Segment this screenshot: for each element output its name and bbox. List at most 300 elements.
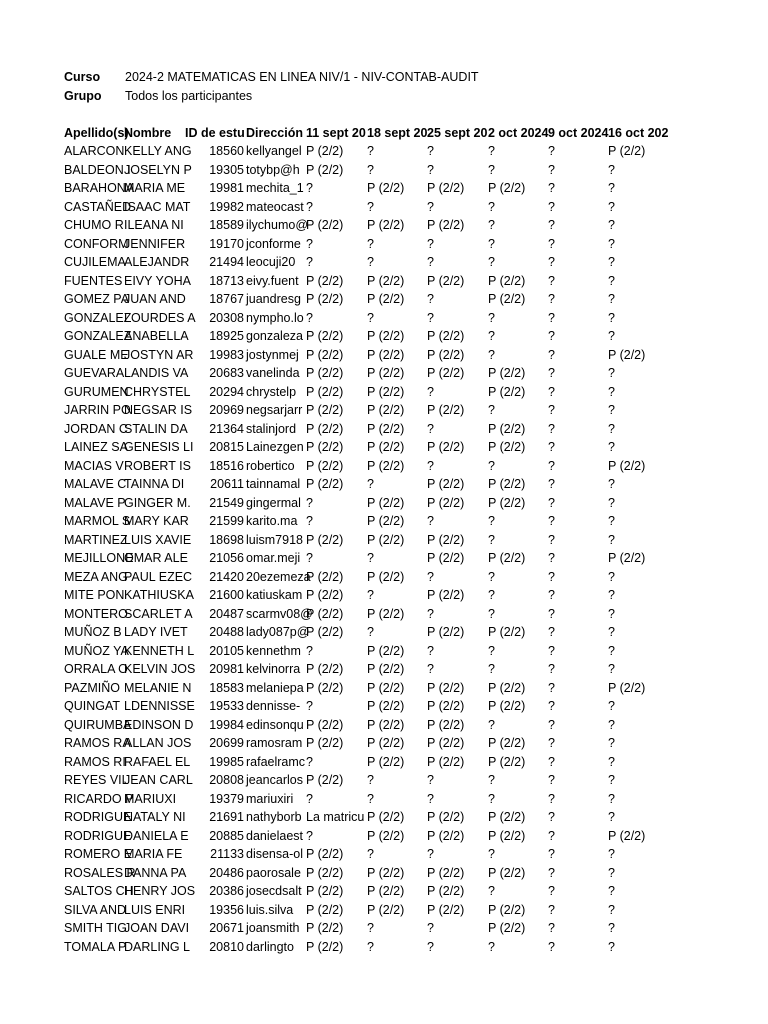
cell-session-3: ? bbox=[427, 310, 434, 325]
table-row bbox=[0, 235, 768, 254]
cell-session-3: P (2/2) bbox=[427, 680, 465, 695]
column-header-session-2: 18 sept 20 bbox=[367, 126, 428, 140]
cell-session-5: ? bbox=[548, 643, 555, 658]
table-row bbox=[0, 142, 768, 161]
table-row bbox=[0, 383, 768, 402]
cell-email: Lainezgen bbox=[246, 440, 304, 454]
cell-session-3: ? bbox=[427, 773, 434, 787]
table-row bbox=[0, 771, 768, 790]
cell-session-3: ? bbox=[427, 255, 434, 269]
cell-session-3: P (2/2) bbox=[427, 495, 465, 510]
cell-email: mariuxiri bbox=[246, 791, 294, 806]
cell-first-name: KELLY ANG bbox=[124, 144, 192, 158]
cell-surname: MONTERO bbox=[64, 606, 128, 621]
cell-session-6: ? bbox=[608, 329, 615, 343]
cell-session-2: ? bbox=[367, 921, 374, 935]
cell-email: 20ezemeza bbox=[246, 569, 311, 584]
cell-session-5: ? bbox=[548, 477, 555, 491]
cell-session-1: ? bbox=[306, 495, 313, 510]
table-row bbox=[0, 494, 768, 513]
table-row bbox=[0, 420, 768, 439]
cell-session-6: ? bbox=[608, 273, 615, 288]
table-row bbox=[0, 327, 768, 346]
cell-session-3: P (2/2) bbox=[427, 828, 465, 843]
cell-session-6: ? bbox=[608, 218, 615, 232]
cell-session-1: P (2/2) bbox=[306, 680, 344, 695]
cell-first-name: ISAAC MAT bbox=[124, 199, 191, 214]
cell-surname: GOMEZ PA bbox=[64, 292, 130, 306]
cell-session-4: P (2/2) bbox=[488, 384, 526, 399]
cell-email: nympho.lo bbox=[246, 310, 304, 325]
column-header-first-name: Nombre bbox=[124, 126, 172, 140]
cell-first-name: EIVY YOHA bbox=[124, 273, 191, 288]
cell-session-2: ? bbox=[367, 847, 374, 861]
cell-session-3: P (2/2) bbox=[427, 440, 465, 454]
cell-surname: GUALE ME bbox=[64, 347, 129, 362]
table-row bbox=[0, 623, 768, 642]
cell-session-5: ? bbox=[548, 144, 555, 158]
cell-student-id: 20683 bbox=[209, 366, 244, 380]
cell-session-6: ? bbox=[608, 884, 615, 898]
course-value: 2024-2 MATEMATICAS EN LINEA NIV/1 - NIV-CONTAB-AUDIT bbox=[125, 70, 479, 84]
cell-session-6: ? bbox=[608, 699, 615, 713]
cell-email: tainnamal bbox=[246, 477, 301, 491]
cell-session-3: P (2/2) bbox=[427, 347, 465, 362]
cell-email: jostynmej bbox=[246, 347, 299, 362]
cell-session-3: P (2/2) bbox=[427, 181, 465, 195]
cell-surname: GUEVARA bbox=[64, 366, 125, 380]
cell-surname: TOMALA P bbox=[64, 939, 127, 954]
table-row bbox=[0, 364, 768, 383]
cell-session-4: ? bbox=[488, 773, 495, 787]
cell-session-6: ? bbox=[608, 384, 615, 399]
cell-session-2: P (2/2) bbox=[367, 754, 405, 769]
cell-student-id: 19981 bbox=[209, 181, 244, 195]
column-header-session-4: 2 oct 2024 bbox=[488, 126, 549, 140]
cell-email: juandresg bbox=[246, 292, 301, 306]
cell-first-name: JENNIFER bbox=[124, 236, 186, 251]
cell-session-4: ? bbox=[488, 606, 495, 621]
cell-student-id: 19379 bbox=[209, 791, 244, 806]
cell-email: lady087p@ bbox=[246, 625, 310, 639]
cell-session-3: ? bbox=[427, 458, 434, 473]
cell-first-name: LDENNISSE bbox=[124, 699, 195, 713]
cell-email: kellyangel bbox=[246, 144, 302, 158]
cell-session-2: ? bbox=[367, 625, 374, 639]
cell-student-id: 20885 bbox=[209, 828, 244, 843]
cell-student-id: 21133 bbox=[210, 847, 244, 861]
table-row bbox=[0, 272, 768, 291]
cell-student-id: 20810 bbox=[209, 939, 244, 954]
cell-session-2: P (2/2) bbox=[367, 218, 405, 232]
cell-email: chrystelp bbox=[246, 384, 297, 399]
cell-session-1: P (2/2) bbox=[306, 717, 344, 732]
cell-session-1: P (2/2) bbox=[306, 347, 344, 362]
cell-surname: MARMOL S bbox=[64, 514, 131, 528]
table-row bbox=[0, 790, 768, 809]
cell-session-2: P (2/2) bbox=[367, 662, 405, 676]
cell-session-2: P (2/2) bbox=[367, 514, 405, 528]
cell-student-id: 20671 bbox=[209, 921, 244, 935]
cell-session-5: ? bbox=[548, 236, 555, 251]
column-header-student-id: ID de estu bbox=[185, 126, 245, 140]
cell-session-4: P (2/2) bbox=[488, 273, 526, 288]
cell-session-5: ? bbox=[548, 847, 555, 861]
cell-session-3: ? bbox=[427, 662, 434, 676]
cell-session-3: P (2/2) bbox=[427, 273, 465, 288]
cell-first-name: KELVIN JOS bbox=[124, 662, 196, 676]
cell-session-4: P (2/2) bbox=[488, 551, 526, 565]
cell-surname: RAMOS RA bbox=[64, 736, 131, 750]
cell-surname: LAINEZ SA bbox=[64, 440, 128, 454]
cell-session-1: P (2/2) bbox=[306, 144, 344, 158]
cell-surname: QUIRUMBA bbox=[64, 717, 132, 732]
cell-session-2: P (2/2) bbox=[367, 736, 405, 750]
column-header-surname: Apellido(s) bbox=[64, 126, 129, 140]
cell-surname: ORRALA O bbox=[64, 662, 128, 676]
group-row bbox=[0, 89, 768, 107]
cell-session-5: ? bbox=[548, 366, 555, 380]
cell-session-3: ? bbox=[427, 606, 434, 621]
cell-first-name: LADY IVET bbox=[124, 625, 188, 639]
cell-session-1: ? bbox=[306, 791, 313, 806]
cell-session-6: ? bbox=[608, 717, 615, 732]
cell-student-id: 20487 bbox=[209, 606, 244, 621]
cell-session-6: ? bbox=[608, 569, 615, 584]
cell-session-2: ? bbox=[367, 939, 374, 954]
cell-session-4: P (2/2) bbox=[488, 477, 526, 491]
cell-session-5: ? bbox=[548, 865, 555, 880]
cell-session-4: P (2/2) bbox=[488, 736, 526, 750]
table-row bbox=[0, 734, 768, 753]
cell-session-2: P (2/2) bbox=[367, 181, 405, 195]
cell-session-2: ? bbox=[367, 588, 374, 602]
cell-email: jconforme bbox=[246, 236, 301, 251]
cell-email: nathyborb bbox=[246, 810, 302, 824]
cell-session-2: ? bbox=[367, 551, 374, 565]
cell-session-1: P (2/2) bbox=[306, 736, 344, 750]
cell-session-3: ? bbox=[427, 199, 434, 214]
cell-session-1: P (2/2) bbox=[306, 939, 344, 954]
cell-session-6: ? bbox=[608, 754, 615, 769]
cell-session-5: ? bbox=[548, 384, 555, 399]
cell-session-1: P (2/2) bbox=[306, 218, 344, 232]
cell-session-3: ? bbox=[427, 847, 434, 861]
course-label: Curso bbox=[64, 70, 101, 84]
table-row bbox=[0, 882, 768, 901]
cell-email: negsarjarr bbox=[246, 403, 303, 417]
cell-session-6: ? bbox=[608, 236, 615, 251]
cell-session-5: ? bbox=[548, 662, 555, 676]
cell-student-id: 20105 bbox=[209, 643, 244, 658]
cell-session-4: P (2/2) bbox=[488, 625, 526, 639]
cell-surname: SMITH TIG bbox=[64, 921, 127, 935]
cell-session-3: ? bbox=[427, 939, 434, 954]
cell-session-6: ? bbox=[608, 791, 615, 806]
table-row bbox=[0, 253, 768, 272]
cell-session-2: ? bbox=[367, 255, 374, 269]
cell-student-id: 20808 bbox=[209, 773, 244, 787]
cell-session-3: P (2/2) bbox=[427, 865, 465, 880]
cell-session-2: P (2/2) bbox=[367, 680, 405, 695]
cell-student-id: 21599 bbox=[209, 514, 244, 528]
cell-email: leocuji20 bbox=[246, 255, 296, 269]
cell-first-name: MARIA FE bbox=[124, 847, 183, 861]
cell-student-id: 19533 bbox=[209, 699, 244, 713]
cell-session-3: ? bbox=[427, 144, 434, 158]
cell-session-1: ? bbox=[306, 199, 313, 214]
cell-surname: GONZALEZ bbox=[64, 310, 132, 325]
cell-surname: RICARDO P bbox=[64, 791, 134, 806]
cell-session-3: P (2/2) bbox=[427, 884, 465, 898]
cell-session-1: P (2/2) bbox=[306, 384, 344, 399]
cell-session-3: ? bbox=[427, 162, 434, 177]
cell-email: luism7918 bbox=[246, 532, 303, 547]
cell-first-name: JOSELYN P bbox=[124, 162, 192, 177]
cell-session-4: P (2/2) bbox=[488, 754, 526, 769]
cell-session-5: ? bbox=[548, 588, 555, 602]
cell-student-id: 21056 bbox=[209, 551, 244, 565]
cell-surname: MARTINEZ bbox=[64, 532, 128, 547]
table-row bbox=[0, 216, 768, 235]
cell-student-id: 21600 bbox=[209, 588, 244, 602]
cell-session-4: ? bbox=[488, 236, 495, 251]
cell-student-id: 18713 bbox=[209, 273, 244, 288]
cell-session-6: ? bbox=[608, 606, 615, 621]
cell-session-5: ? bbox=[548, 921, 555, 935]
cell-session-4: ? bbox=[488, 329, 495, 343]
cell-surname: MALAVE P bbox=[64, 495, 126, 510]
cell-session-5: ? bbox=[548, 162, 555, 177]
cell-surname: REYES VIL bbox=[64, 773, 129, 787]
cell-first-name: DANNA PA bbox=[124, 865, 187, 880]
cell-first-name: GINGER M. bbox=[124, 495, 191, 510]
cell-session-3: P (2/2) bbox=[427, 754, 465, 769]
table-row bbox=[0, 309, 768, 328]
cell-session-5: ? bbox=[548, 329, 555, 343]
cell-email: ramosram bbox=[246, 736, 303, 750]
cell-session-4: ? bbox=[488, 717, 495, 732]
cell-session-2: ? bbox=[367, 791, 374, 806]
cell-session-4: ? bbox=[488, 588, 495, 602]
cell-surname: MEZA ANG bbox=[64, 569, 128, 584]
cell-email: mechita_1 bbox=[246, 181, 304, 195]
course-row bbox=[0, 70, 768, 88]
cell-email: omar.meji bbox=[246, 551, 301, 565]
cell-session-1: ? bbox=[306, 514, 313, 528]
table-row bbox=[0, 642, 768, 661]
cell-first-name: MARIUXI bbox=[124, 791, 177, 806]
cell-session-4: ? bbox=[488, 347, 495, 362]
cell-first-name: JEAN CARL bbox=[124, 773, 193, 787]
cell-session-1: P (2/2) bbox=[306, 625, 344, 639]
cell-surname: BARAHONA bbox=[64, 181, 135, 195]
cell-student-id: 20486 bbox=[209, 865, 244, 880]
cell-session-1: P (2/2) bbox=[306, 847, 344, 861]
cell-session-6: ? bbox=[608, 162, 615, 177]
cell-session-6: ? bbox=[608, 773, 615, 787]
cell-session-3: ? bbox=[427, 292, 434, 306]
cell-session-5: ? bbox=[548, 199, 555, 214]
table-row bbox=[0, 679, 768, 698]
cell-session-3: P (2/2) bbox=[427, 551, 465, 565]
table-row bbox=[0, 864, 768, 883]
cell-session-5: ? bbox=[548, 532, 555, 547]
cell-email: kennethm bbox=[246, 643, 301, 658]
cell-first-name: NEGSAR IS bbox=[124, 403, 193, 417]
cell-session-4: ? bbox=[488, 569, 495, 584]
cell-session-6: ? bbox=[608, 736, 615, 750]
cell-session-2: ? bbox=[367, 236, 374, 251]
table-row bbox=[0, 938, 768, 957]
cell-surname: CUJILEMA bbox=[64, 255, 126, 269]
cell-session-5: ? bbox=[548, 495, 555, 510]
table-row bbox=[0, 568, 768, 587]
cell-first-name: GENESIS LI bbox=[124, 440, 194, 454]
cell-student-id: 21420 bbox=[209, 569, 244, 584]
cell-session-1: ? bbox=[306, 828, 313, 843]
cell-session-3: ? bbox=[427, 921, 434, 935]
cell-email: katiuskam bbox=[246, 588, 303, 602]
cell-session-2: P (2/2) bbox=[367, 532, 405, 547]
cell-first-name: ALEJANDR bbox=[124, 255, 190, 269]
column-header-session-1: 11 sept 20 bbox=[306, 126, 366, 140]
cell-session-3: P (2/2) bbox=[427, 218, 465, 232]
cell-session-3: P (2/2) bbox=[427, 477, 465, 491]
cell-student-id: 18589 bbox=[209, 218, 244, 232]
cell-surname: MACIAS V bbox=[64, 458, 124, 473]
cell-email: josecdsalt bbox=[246, 884, 302, 898]
column-header-email: Dirección bbox=[246, 126, 303, 140]
cell-first-name: LUIS XAVIE bbox=[124, 532, 192, 547]
cell-session-5: ? bbox=[548, 569, 555, 584]
cell-session-3: P (2/2) bbox=[427, 699, 465, 713]
cell-student-id: 21691 bbox=[209, 810, 244, 824]
cell-student-id: 20969 bbox=[209, 403, 244, 417]
cell-session-6: ? bbox=[608, 810, 615, 824]
cell-session-2: P (2/2) bbox=[367, 366, 405, 380]
cell-student-id: 19305 bbox=[209, 162, 244, 177]
cell-session-6: ? bbox=[608, 865, 615, 880]
cell-session-5: ? bbox=[548, 273, 555, 288]
cell-student-id: 20308 bbox=[209, 310, 244, 325]
cell-session-1: P (2/2) bbox=[306, 458, 344, 473]
cell-session-2: ? bbox=[367, 773, 374, 787]
cell-first-name: KENNETH L bbox=[124, 643, 195, 658]
cell-student-id: 20488 bbox=[209, 625, 244, 639]
cell-first-name: LOURDES A bbox=[124, 310, 196, 325]
cell-session-1: P (2/2) bbox=[306, 606, 344, 621]
cell-session-1: P (2/2) bbox=[306, 440, 344, 454]
cell-session-1: P (2/2) bbox=[306, 865, 344, 880]
cell-surname: ALARCON bbox=[64, 144, 125, 158]
cell-session-2: P (2/2) bbox=[367, 384, 405, 399]
cell-session-4: ? bbox=[488, 847, 495, 861]
cell-session-4: ? bbox=[488, 939, 495, 954]
cell-session-1: P (2/2) bbox=[306, 902, 344, 917]
cell-session-5: ? bbox=[548, 736, 555, 750]
cell-student-id: 19170 bbox=[209, 236, 244, 251]
cell-email: luis.silva bbox=[246, 902, 294, 917]
cell-session-1: P (2/2) bbox=[306, 403, 344, 417]
cell-student-id: 18583 bbox=[209, 680, 244, 695]
column-header-session-3: 25 sept 20 bbox=[427, 126, 488, 140]
cell-session-1: ? bbox=[306, 754, 313, 769]
cell-session-4: ? bbox=[488, 458, 495, 473]
table-row bbox=[0, 549, 768, 568]
cell-session-6: ? bbox=[608, 921, 615, 935]
cell-session-3: ? bbox=[427, 236, 434, 251]
cell-email: paorosale bbox=[246, 865, 301, 880]
cell-surname: GURUMEN bbox=[64, 384, 129, 399]
cell-session-4: P (2/2) bbox=[488, 699, 526, 713]
table-row bbox=[0, 457, 768, 476]
cell-session-5: ? bbox=[548, 181, 555, 195]
cell-session-5: ? bbox=[548, 939, 555, 954]
cell-session-2: P (2/2) bbox=[367, 403, 405, 417]
cell-surname: MUÑOZ YA bbox=[64, 643, 129, 658]
cell-session-1: P (2/2) bbox=[306, 921, 344, 935]
cell-first-name: JOAN DAVI bbox=[124, 921, 190, 935]
cell-surname: GONZALEZ bbox=[64, 329, 132, 343]
cell-session-4: P (2/2) bbox=[488, 421, 526, 436]
cell-session-5: ? bbox=[548, 551, 555, 565]
cell-session-6: P (2/2) bbox=[608, 680, 646, 695]
cell-first-name: ROBERT IS bbox=[124, 458, 191, 473]
table-row bbox=[0, 697, 768, 716]
cell-session-1: P (2/2) bbox=[306, 292, 344, 306]
cell-session-1: P (2/2) bbox=[306, 773, 344, 787]
cell-student-id: 19984 bbox=[209, 717, 244, 732]
cell-session-1: P (2/2) bbox=[306, 532, 344, 547]
cell-student-id: 18767 bbox=[209, 292, 244, 306]
table-row bbox=[0, 901, 768, 920]
cell-session-3: P (2/2) bbox=[427, 625, 465, 639]
cell-session-5: ? bbox=[548, 810, 555, 824]
cell-surname: RODRIGUE bbox=[64, 828, 132, 843]
cell-session-6: ? bbox=[608, 662, 615, 676]
cell-session-4: P (2/2) bbox=[488, 440, 526, 454]
cell-student-id: 21494 bbox=[209, 255, 244, 269]
cell-session-6: P (2/2) bbox=[608, 347, 646, 362]
cell-session-3: P (2/2) bbox=[427, 717, 465, 732]
cell-session-4: ? bbox=[488, 218, 495, 232]
cell-session-2: ? bbox=[367, 144, 374, 158]
cell-email: darlingto bbox=[246, 939, 294, 954]
cell-email: ilychumo@ bbox=[246, 218, 309, 232]
cell-surname: MITE PON bbox=[64, 588, 125, 602]
cell-session-5: ? bbox=[548, 440, 555, 454]
cell-session-5: ? bbox=[548, 310, 555, 325]
cell-session-4: P (2/2) bbox=[488, 495, 526, 510]
cell-session-3: ? bbox=[427, 514, 434, 528]
cell-student-id: 20815 bbox=[209, 440, 244, 454]
column-header-session-6: 16 oct 202 bbox=[608, 126, 669, 140]
cell-session-6: P (2/2) bbox=[608, 551, 646, 565]
cell-surname: CONFORM bbox=[64, 236, 129, 251]
cell-session-6: ? bbox=[608, 643, 615, 658]
cell-session-5: ? bbox=[548, 717, 555, 732]
cell-session-1: ? bbox=[306, 255, 313, 269]
cell-session-6: ? bbox=[608, 181, 615, 195]
cell-session-3: ? bbox=[427, 384, 434, 399]
table-row bbox=[0, 512, 768, 531]
cell-first-name: MARY KAR bbox=[124, 514, 189, 528]
cell-first-name: NATALY NI bbox=[124, 810, 186, 824]
cell-session-4: ? bbox=[488, 514, 495, 528]
cell-session-1: ? bbox=[306, 699, 313, 713]
cell-student-id: 18516 bbox=[209, 458, 244, 473]
